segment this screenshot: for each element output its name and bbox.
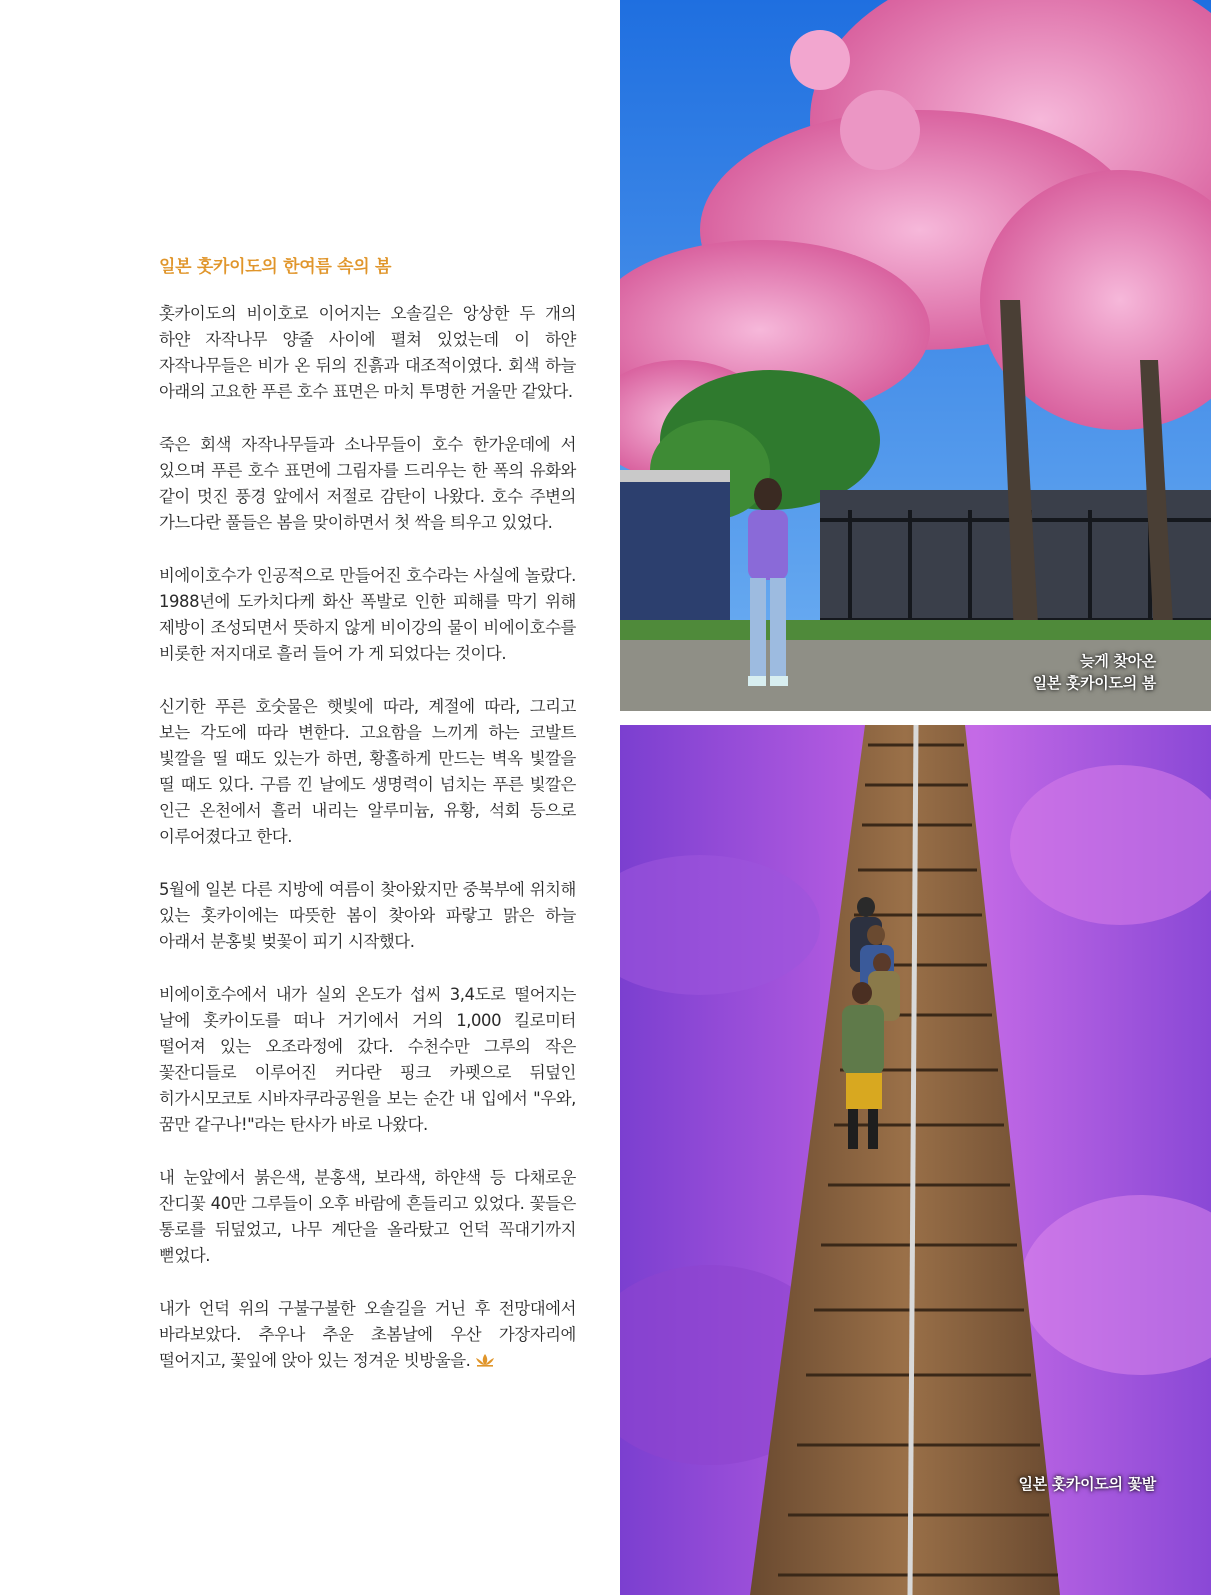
top-photo-caption-line2: 일본 홋카이도의 봄 bbox=[1032, 674, 1156, 692]
bottom-photo-caption: 일본 홋카이도의 꽃밭 bbox=[1018, 1475, 1156, 1493]
article-paragraph-7: 내 눈앞에서 붉은색, 분홍색, 보라색, 하얀색 등 다채로운 잔디꽃 40만 그루들이 오후 바람에 흔들리고 있었다. 꽃들은 통로를 뒤덮었고, 나무 계단을 올라탔고 언덕 꼭대기까지 뻗었다. bbox=[159, 1168, 576, 1265]
article-paragraph-3: 비에이호수가 인공적으로 만들어진 호수라는 사실에 놀랐다. 1988년에 도카치다케 화산 폭발로 인한 피해를 막기 위해 제방이 조성되면서 뜻하지 않게 비이강의 물이 비에이호수를 비롯한 저지대로 흘러 들어 가 게 되었다는 것이다. bbox=[159, 566, 576, 663]
flower-field-photo bbox=[620, 725, 1211, 1595]
article-heading: 일본 홋카이도의 한여름 속의 봄 bbox=[159, 257, 392, 277]
article-paragraph-4: 신기한 푸른 호숫물은 햇빛에 따라, 계절에 따라, 그리고 보는 각도에 따라 변한다. 고요함을 느끼게 하는 코발트 빛깔을 띨 때도 있는가 하면, 황홀하게 만드는 벽옥 빛깔을 띨 때도 있다. 구름 낀 날에도 생명력이 넘치는 푸른 빛깔은 인근 온천에서 흘러 내리는 알루미늄, 유황, 석회 등으로 이루어졌다고 한다. bbox=[159, 697, 576, 846]
article-column bbox=[159, 252, 576, 1401]
cherry-blossom-photo bbox=[620, 0, 1211, 711]
article-paragraph-2: 죽은 회색 자작나무들과 소나무들이 호수 한가운데에 서 있으며 푸른 호수 표면에 그림자를 드리우는 한 폭의 유화와 같이 멋진 풍경 앞에서 저절로 감탄이 나왔다. 호수 주변의 가느다란 풀들은 봄을 맞이하면서 첫 싹을 틔우고 있었다. bbox=[159, 435, 576, 532]
article-paragraph-8 bbox=[159, 1296, 576, 1374]
top-photo-caption-line1: 늦게 찾아온 bbox=[1080, 652, 1156, 670]
article-paragraph-1: 홋카이도의 비이호로 이어지는 오솔길은 앙상한 두 개의 하얀 자작나무 양줄 사이에 펼쳐 있었는데 이 하얀 자작나무들은 비가 온 뒤의 진흙과 대조적이였다. 회색 하늘 아래의 고요한 푸른 호수 표면은 마치 투명한 거울만 같았다. bbox=[159, 304, 576, 401]
lotus-icon bbox=[474, 1353, 496, 1367]
article-paragraph-8-text: 내가 언덕 위의 구불구불한 오솔길을 거닌 후 전망대에서 바라보았다. 추우나 추운 초봄날에 우산 가장자리에 떨어지고, 꽃잎에 앉아 있는 정겨운 빗방울을. bbox=[159, 1299, 576, 1370]
article-paragraph-6: 비에이호수에서 내가 실외 온도가 섭씨 3,4도로 떨어지는 날에 홋카이도를 떠나 거기에서 거의 1,000 킬로미터 떨어져 있는 오조라정에 갔다. 수천수만 그루의 작은 꽃잔디들로 이루어진 커다란 핑크 카펫으로 뒤덮인 히가시모코토 시바자쿠라공원을 보는 순간 내 입에서 "우와, 꿈만 같구나!"라는 탄사가 바로 나왔다. bbox=[159, 985, 576, 1134]
article-paragraph-5: 5월에 일본 다른 지방에 여름이 찾아왔지만 중북부에 위치해 있는 홋카이에는 따뜻한 봄이 찾아와 파랗고 맑은 하늘 아래서 분홍빛 벚꽃이 피기 시작했다. bbox=[159, 880, 576, 951]
top-photo-caption bbox=[1033, 650, 1156, 694]
